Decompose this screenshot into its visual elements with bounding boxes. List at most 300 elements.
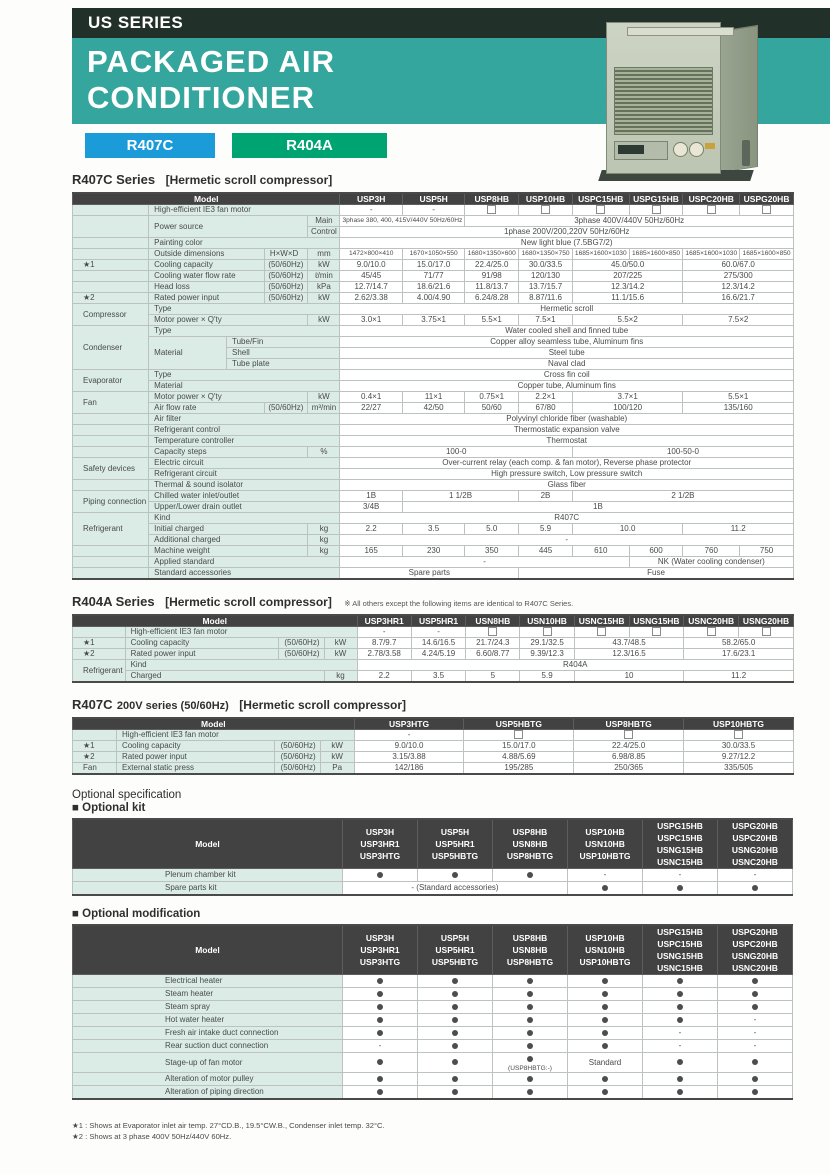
table-row — [73, 458, 794, 469]
table-row — [73, 649, 794, 660]
column-header: USPG20HB USPC20HB USNG20HB USNC20HB — [718, 819, 793, 869]
dot-cell — [493, 1014, 568, 1027]
column-header: Model — [73, 925, 343, 975]
row-label: Cooling capacity — [125, 638, 278, 649]
checkbox-icon — [652, 205, 661, 214]
value-cell: 5.5×1 — [465, 315, 519, 326]
table-row — [73, 502, 794, 513]
dot-cell — [643, 1014, 718, 1027]
value-cell: 7.5×1 — [519, 315, 573, 326]
dot-cell — [418, 1053, 493, 1073]
unit-label: kg — [324, 671, 357, 683]
table-row — [73, 436, 794, 447]
column-header: Model — [73, 819, 343, 869]
spec-table-r404a — [72, 614, 794, 683]
column-header: USPC15HB — [572, 193, 629, 205]
value-cell: 100-50-0 — [572, 447, 793, 458]
value-cell: 5.5×2 — [572, 315, 683, 326]
row-group-label — [73, 238, 149, 249]
dot-cell — [718, 1053, 793, 1073]
unit-label: Pa — [320, 763, 354, 775]
value-cell: 50/60 — [465, 403, 519, 414]
dot-icon — [677, 1089, 683, 1095]
unit-label: kW — [320, 741, 354, 752]
page-title-line1: PACKAGED AIR — [87, 44, 335, 79]
value-cell: 30.0/33.5 — [684, 741, 794, 752]
value-cell: 3.75×1 — [402, 315, 464, 326]
value-cell: Polyvinyl chloride fiber (washable) — [340, 414, 794, 425]
dot-icon — [677, 885, 683, 891]
hz-label: (50/60Hz) — [274, 752, 320, 763]
checkbox-icon — [487, 205, 496, 214]
table-row — [73, 1001, 793, 1014]
unit-label: kg — [308, 546, 340, 557]
checkbox-icon — [543, 627, 552, 636]
dash-cell: - — [718, 1040, 793, 1053]
value-cell: Steel tube — [340, 348, 794, 359]
row-label: Rated power input — [116, 752, 274, 763]
dot-cell — [493, 988, 568, 1001]
unit-label: kW — [308, 315, 340, 326]
row-label: Motor power × Q'ty — [149, 315, 308, 326]
dot-icon — [452, 1004, 458, 1010]
dot-cell — [343, 1001, 418, 1014]
row-group-label: Compressor — [73, 304, 149, 326]
value-cell: 1B — [340, 491, 402, 502]
value-cell: 1phase 200V/200,220V 50Hz/60Hz — [340, 227, 794, 238]
series-label: US SERIES — [88, 13, 184, 32]
value-cell: 2B — [519, 491, 573, 502]
dot-cell — [643, 988, 718, 1001]
checkbox-cell — [684, 730, 794, 741]
row-group-label: Evaporator — [73, 370, 149, 392]
dot-icon — [377, 991, 383, 997]
dot-icon — [752, 1004, 758, 1010]
value-cell: Cross fin coil — [340, 370, 794, 381]
table-row — [73, 326, 794, 337]
value-cell: 2.78/3.58 — [357, 649, 411, 660]
unit-label: kW — [320, 752, 354, 763]
value-cell: 610 — [572, 546, 629, 557]
value-cell: 6.98/8.85 — [574, 752, 684, 763]
value-cell: 22.4/25.0 — [465, 260, 519, 271]
column-header: USP8HB USN8HB USP8HBTG — [493, 925, 568, 975]
unit-label: % — [308, 447, 340, 458]
row-label: Charged — [125, 671, 324, 683]
spec-table-200v — [72, 717, 794, 775]
dot-cell — [343, 1053, 418, 1073]
value-cell: 4.88/5.69 — [464, 752, 574, 763]
table-row — [73, 480, 794, 491]
dot-cell — [418, 869, 493, 882]
table-row — [73, 660, 794, 671]
value-cell: 445 — [519, 546, 573, 557]
value-cell: 9.27/12.2 — [684, 752, 794, 763]
dot-icon — [752, 1059, 758, 1065]
unit-label: kg — [308, 535, 340, 546]
value-cell: 3.7×1 — [572, 392, 683, 403]
dot-icon — [602, 1076, 608, 1082]
value-cell: Thermostatic expansion valve — [340, 425, 794, 436]
value-cell: 9.0/10.0 — [340, 260, 402, 271]
hz-label: (50/60Hz) — [274, 763, 320, 775]
column-header: USP10HBTG — [684, 718, 794, 730]
value-cell: 17.6/23.1 — [684, 649, 794, 660]
optional-kit-table — [72, 818, 793, 896]
column-header: USP3HR1 — [357, 615, 411, 627]
row-label: Steam spray — [73, 1001, 343, 1014]
column-header: USP3HTG — [354, 718, 464, 730]
dot-cell — [643, 1086, 718, 1100]
value-cell: 3.5 — [411, 671, 465, 683]
dot-cell — [718, 1086, 793, 1100]
row-sublabel: H×W×D — [264, 249, 308, 260]
value-cell: 15.0/17.0 — [402, 260, 464, 271]
row-label: Material — [149, 337, 227, 370]
checkbox-cell — [629, 627, 684, 638]
table-row — [73, 557, 794, 568]
dot-icon — [452, 1059, 458, 1065]
unit-top-trim — [627, 27, 734, 36]
row-label: Spare parts kit — [73, 882, 343, 896]
dot-cell — [418, 1073, 493, 1086]
table-row — [73, 1014, 793, 1027]
column-header: USP8HB — [465, 193, 519, 205]
value-cell: 335/505 — [684, 763, 794, 775]
dot-icon — [677, 1004, 683, 1010]
dash-cell: - — [718, 1027, 793, 1040]
dot-icon — [452, 978, 458, 984]
unit-label: kW — [308, 392, 340, 403]
value-cell: 5.0 — [465, 524, 519, 535]
table-row — [73, 925, 793, 975]
row-group-label — [73, 425, 149, 436]
r404a-note: ※ All others except the following items are identical to R407C Series. — [344, 599, 574, 608]
dot-cell — [493, 1040, 568, 1053]
table-row — [73, 513, 794, 524]
unit-label: kW — [308, 293, 340, 304]
page-title-line2: CONDITIONER — [87, 80, 315, 115]
dot-cell — [643, 882, 718, 896]
footnote-star2: ★2 : Shows at 3 phase 400V 50Hz/440V 60Hz. — [72, 1132, 232, 1141]
row-group-label — [73, 568, 149, 580]
dot-cell — [568, 882, 643, 896]
value-cell: 195/285 — [464, 763, 574, 775]
row-label: Stage-up of fan motor — [73, 1053, 343, 1073]
value-cell: 1685×1600×1030 — [572, 249, 629, 260]
value-cell: Thermostat — [340, 436, 794, 447]
dot-cell — [718, 988, 793, 1001]
row-label: Motor power × Q'ty — [149, 392, 308, 403]
value-cell: Standard — [568, 1053, 643, 1073]
value-cell: 91/98 — [465, 271, 519, 282]
column-header: USPG15HB USPC15HB USNG15HB USNC15HB — [643, 925, 718, 975]
dot-icon — [377, 978, 383, 984]
table-row — [73, 403, 794, 414]
row-label: Type — [149, 370, 340, 381]
column-header: USN10HB — [520, 615, 574, 627]
table-row — [73, 819, 793, 869]
value-cell: 6.60/8.77 — [466, 649, 520, 660]
checkbox-icon — [652, 627, 661, 636]
row-label: Temperature controller — [149, 436, 340, 447]
value-cell: 100-0 — [340, 447, 572, 458]
column-header: USNC20HB — [684, 615, 739, 627]
unit-label: kW — [308, 260, 340, 271]
value-cell: 250/365 — [574, 763, 684, 775]
row-label: Material — [149, 381, 340, 392]
value-cell: 1685×1600×850 — [629, 249, 683, 260]
dot-cell — [343, 1073, 418, 1086]
value-cell: Hermetic scroll — [340, 304, 794, 315]
row-label: High-efficient IE3 fan motor — [116, 730, 354, 741]
checkbox-cell — [466, 627, 520, 638]
value-cell: 2.2 — [357, 671, 411, 683]
row-label: High-efficient IE3 fan motor — [125, 627, 357, 638]
hz-label: (50/60Hz) — [264, 403, 308, 414]
table-row — [73, 491, 794, 502]
table-row — [73, 524, 794, 535]
dot-icon — [527, 872, 533, 878]
row-label: Air flow rate — [149, 403, 265, 414]
value-cell: 7.5×2 — [683, 315, 794, 326]
row-group-label: Refrigerant — [73, 660, 126, 683]
value-cell: 9.0/10.0 — [354, 741, 464, 752]
column-header: USNG15HB — [629, 615, 684, 627]
dot-cell — [568, 1014, 643, 1027]
row-label: Alteration of motor pulley — [73, 1073, 343, 1086]
table-row — [73, 370, 794, 381]
value-cell: Copper alloy seamless tube, Aluminum fins — [340, 337, 794, 348]
checkbox-icon — [762, 627, 771, 636]
dot-cell — [418, 1014, 493, 1027]
row-label: Kind — [149, 513, 340, 524]
product-photo — [590, 12, 790, 187]
column-header: USP10HB USN10HB USP10HBTG — [568, 925, 643, 975]
row-group-label — [73, 249, 149, 260]
dot-icon — [452, 991, 458, 997]
dot-icon — [752, 978, 758, 984]
dot-caption-cell: (USP8HBTG:-) — [493, 1053, 568, 1073]
checkbox-cell — [572, 205, 629, 216]
value-cell: 58.2/65.0 — [684, 638, 794, 649]
row-label: Thermal & sound isolator — [149, 480, 340, 491]
unit-dial-icon — [673, 142, 688, 157]
value-cell: 3.0×1 — [340, 315, 402, 326]
dot-cell — [568, 1027, 643, 1040]
row-label: Alteration of piping direction — [73, 1086, 343, 1100]
table-row — [73, 414, 794, 425]
row-label: Rated power input — [149, 293, 265, 304]
dot-cell — [418, 1040, 493, 1053]
value-cell: 2 1/2B — [572, 491, 793, 502]
table-row — [73, 304, 794, 315]
unit-label: Main — [308, 216, 340, 227]
dot-cell — [718, 1073, 793, 1086]
row-sublabel: Shell — [227, 348, 340, 359]
table-row — [73, 271, 794, 282]
dot-cell — [643, 1073, 718, 1086]
table-row — [73, 535, 794, 546]
column-header: Model — [73, 615, 358, 627]
dot-cell — [343, 988, 418, 1001]
row-label: Upper/Lower drain outlet — [149, 502, 340, 513]
table-row — [73, 627, 794, 638]
column-header: USPG20HB — [740, 193, 794, 205]
value-cell: 12.7/14.7 — [340, 282, 402, 293]
dot-icon — [677, 978, 683, 984]
dot-cell — [568, 1040, 643, 1053]
column-header: USNC15HB — [574, 615, 629, 627]
dot-icon — [452, 1043, 458, 1049]
hz-label: (50/60Hz) — [264, 260, 308, 271]
dot-icon — [377, 1017, 383, 1023]
column-header: USP8HBTG — [574, 718, 684, 730]
dot-cell — [493, 1001, 568, 1014]
value-cell: 1 1/2B — [402, 491, 518, 502]
dot-icon — [677, 1017, 683, 1023]
value-cell: 4.24/5.19 — [411, 649, 465, 660]
row-sublabel: Tube/Fin — [227, 337, 340, 348]
value-cell: Copper tube, Aluminum fins — [340, 381, 794, 392]
value-cell: 8.7/9.7 — [357, 638, 411, 649]
footnote-star1: ★1 : Shows at Evaporator inlet air temp. 27°CD.B., 19.5°CW.B., Condenser inlet temp. 32°C. — [72, 1121, 385, 1130]
value-cell: 43.7/48.5 — [574, 638, 684, 649]
column-header: USP8HB USN8HB USP8HBTG — [493, 819, 568, 869]
row-label: External static press — [116, 763, 274, 775]
row-group-label: ★1 — [73, 260, 149, 271]
hz-label: (50/60Hz) — [264, 282, 308, 293]
dot-icon — [527, 1004, 533, 1010]
column-header: USP3H — [340, 193, 402, 205]
row-label: Fresh air intake duct connection — [73, 1027, 343, 1040]
value-cell: Spare parts — [340, 568, 519, 580]
dot-icon — [602, 1089, 608, 1095]
value-cell: 230 — [402, 546, 464, 557]
dash-cell: - — [643, 1027, 718, 1040]
checkbox-cell — [519, 205, 573, 216]
column-header: USP5H — [402, 193, 464, 205]
dot-cell — [643, 1001, 718, 1014]
dot-cell — [493, 1073, 568, 1086]
row-group-label: ★1 — [73, 741, 117, 752]
dot-icon — [377, 1030, 383, 1036]
dot-cell — [718, 975, 793, 988]
dot-icon — [602, 1004, 608, 1010]
dot-cell — [568, 1073, 643, 1086]
value-cell: 142/186 — [354, 763, 464, 775]
dot-icon — [452, 1089, 458, 1095]
row-label: Head loss — [149, 282, 265, 293]
checkbox-icon — [597, 627, 606, 636]
row-label: Power source — [149, 216, 308, 238]
value-cell: 45.0/50.0 — [572, 260, 683, 271]
unit-dial-icon — [689, 142, 704, 157]
table-row — [73, 249, 794, 260]
row-sublabel: Tube plate — [227, 359, 340, 370]
table-row — [73, 763, 794, 775]
value-cell: Water cooled shell and finned tube — [340, 326, 794, 337]
row-label: Kind — [125, 660, 357, 671]
row-group-label — [73, 282, 149, 293]
value-cell: 16.6/21.7 — [683, 293, 794, 304]
unit-label: ℓ/min — [308, 271, 340, 282]
column-header: USP5H USP5HR1 USP5HBTG — [418, 925, 493, 975]
value-cell: 30.0/33.5 — [519, 260, 573, 271]
value-cell: 11.8/13.7 — [465, 282, 519, 293]
row-group-label: Safety devices — [73, 458, 149, 480]
column-header: USPG15HB — [629, 193, 683, 205]
checkbox-icon — [514, 730, 523, 739]
section-title-200v: R407C 200V series (50/60Hz) [Hermetic scroll compressor] — [72, 697, 407, 712]
dot-icon — [377, 1089, 383, 1095]
dot-icon — [527, 1089, 533, 1095]
value-cell: 12.3/14.2 — [683, 282, 794, 293]
unit-label: Control — [308, 227, 340, 238]
value-cell: Over-current relay (each comp. & fan motor), Reverse phase protector — [340, 458, 794, 469]
dot-icon — [452, 1030, 458, 1036]
dot-icon — [452, 1076, 458, 1082]
value-cell: 3.5 — [402, 524, 464, 535]
dot-cell — [493, 1027, 568, 1040]
dot-icon — [377, 1004, 383, 1010]
value-cell: 45/45 — [340, 271, 402, 282]
table-row — [73, 615, 794, 627]
value-cell: - (Standard accessories) — [343, 882, 568, 896]
row-label: Initial charged — [149, 524, 308, 535]
badge-r404a: R404A — [232, 133, 387, 158]
row-label: Additional charged — [149, 535, 308, 546]
row-group-label — [73, 414, 149, 425]
row-label: Rear suction duct connection — [73, 1040, 343, 1053]
value-cell: Glass fiber — [340, 480, 794, 491]
row-label: Rated power input — [125, 649, 278, 660]
checkbox-cell — [629, 205, 683, 216]
dot-icon — [677, 991, 683, 997]
value-cell: 22/27 — [340, 403, 402, 414]
checkbox-icon — [762, 205, 771, 214]
dot-icon — [752, 1089, 758, 1095]
value-cell: 3.15/3.88 — [354, 752, 464, 763]
value-cell: 165 — [340, 546, 402, 557]
value-cell: 207/225 — [572, 271, 683, 282]
dot-icon — [752, 991, 758, 997]
row-label: Cooling water flow rate — [149, 271, 265, 282]
value-cell: 10.0 — [572, 524, 683, 535]
checkbox-icon — [541, 205, 550, 214]
table-row — [73, 293, 794, 304]
table-row — [73, 882, 793, 896]
unit-label: m³/min — [308, 403, 340, 414]
row-label: Electric circuit — [149, 458, 340, 469]
dot-cell — [343, 975, 418, 988]
dot-icon — [602, 1017, 608, 1023]
optional-mod-heading: ■ Optional modification — [72, 908, 201, 920]
value-cell: 1B — [402, 502, 793, 513]
table-row — [73, 718, 794, 730]
dash-cell: - — [568, 869, 643, 882]
value-cell: 10 — [574, 671, 684, 683]
table-row — [73, 1086, 793, 1100]
checkbox-cell — [574, 730, 684, 741]
dot-cell — [643, 1053, 718, 1073]
dot-cell — [568, 988, 643, 1001]
value-cell: 13.7/15.7 — [519, 282, 573, 293]
value-cell: 2.2×1 — [519, 392, 573, 403]
column-header: USPC20HB — [683, 193, 740, 205]
column-header: USP10HB USN10HB USP10HBTG — [568, 819, 643, 869]
row-label: Steam heater — [73, 988, 343, 1001]
